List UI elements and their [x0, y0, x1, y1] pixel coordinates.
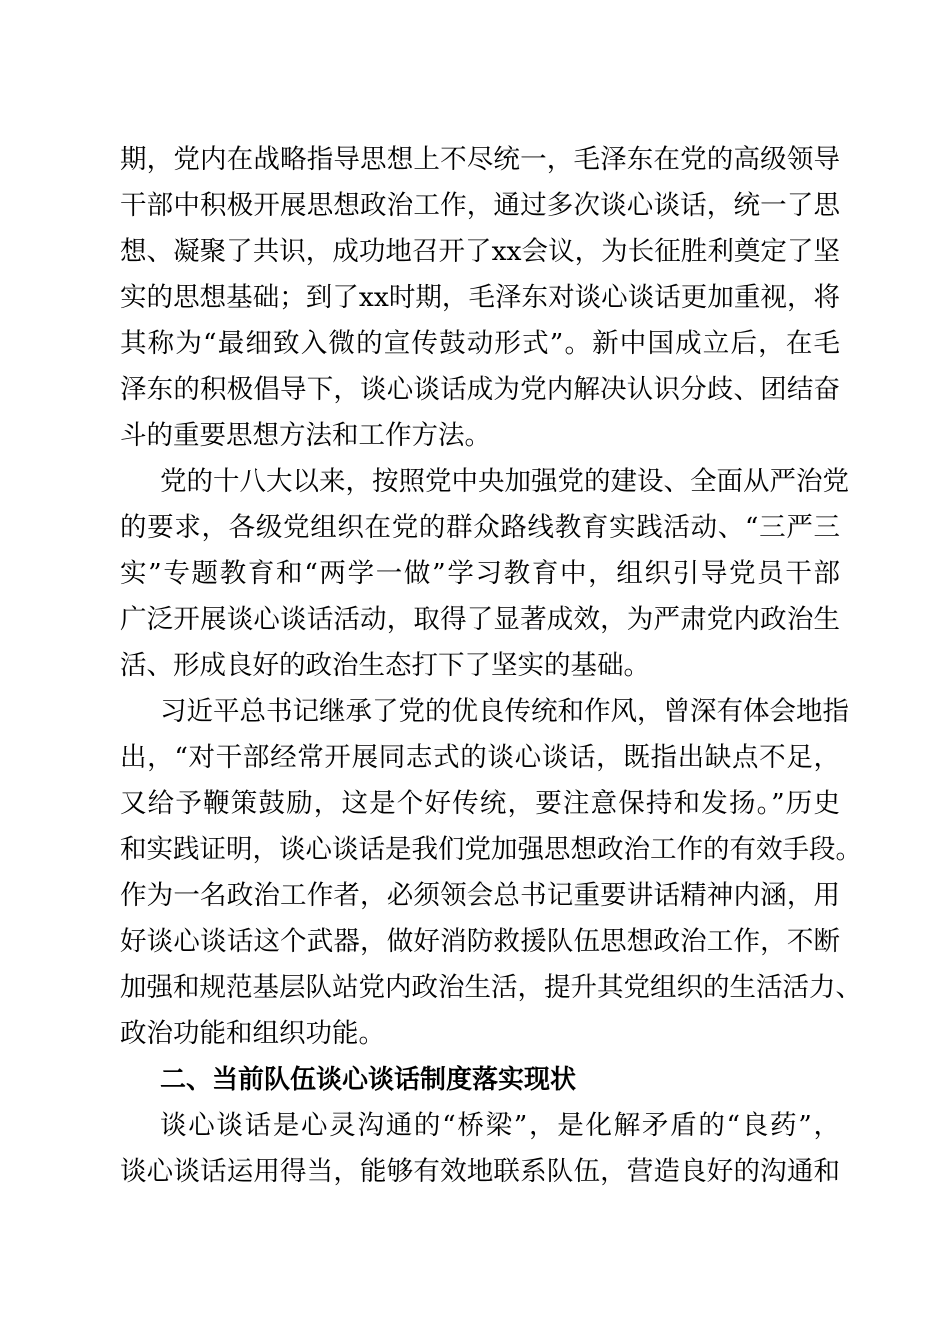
text-line: 实”专题教育和“两学一做”学习教育中，组织引导党员干部: [120, 558, 840, 589]
text-line: 党的十八大以来，按照党中央加强党的建设、全面从严治党: [160, 466, 849, 497]
text-line: 好谈心谈话这个武器，做好消防救援队伍思想政治工作，不断: [120, 926, 840, 957]
text-line: 干部中积极开展思想政治工作，通过多次谈心谈话，统一了思: [120, 190, 840, 221]
text-line: 政治功能和组织功能。: [120, 1018, 385, 1049]
text-line: 作为一名政治工作者，必须领会总书记重要讲话精神内涵，用: [120, 880, 840, 911]
text-line: 想、凝聚了共识，成功地召开了xx会议，为长征胜利奠定了坚: [120, 236, 840, 267]
text-line: 活、形成良好的政治生态打下了坚实的基础。: [120, 650, 650, 681]
text-line: 又给予鞭策鼓励，这是个好传统，要注意保持和发扬。”历史: [120, 788, 840, 819]
text-line: 加强和规范基层队站党内政治生活，提升其党组织的生活活力、: [120, 972, 862, 1003]
text-line: 其称为“最细致入微的宣传鼓动形式”。新中国成立后，在毛: [120, 328, 840, 359]
text-line: 习近平总书记继承了党的优良传统和作风，曾深有体会地指: [160, 696, 849, 727]
text-line: 期，党内在战略指导思想上不尽统一，毛泽东在党的高级领导: [120, 144, 840, 175]
text-line: 广泛开展谈心谈话活动，取得了显著成效，为严肃党内政治生: [120, 604, 840, 635]
section-heading: 二、当前队伍谈心谈话制度落实现状: [160, 1065, 577, 1095]
text-line: 斗的重要思想方法和工作方法。: [120, 420, 491, 451]
text-line: 谈心谈话是心灵沟通的“桥梁”，是化解矛盾的“良药”，: [160, 1110, 840, 1141]
text-line: 谈心谈话运用得当，能够有效地联系队伍，营造良好的沟通和: [120, 1156, 840, 1187]
text-line: 和实践证明，谈心谈话是我们党加强思想政治工作的有效手段。: [120, 834, 862, 865]
text-line: 泽东的积极倡导下，谈心谈话成为党内解决认识分歧、团结奋: [120, 374, 840, 405]
text-line: 出，“对干部经常开展同志式的谈心谈话，既指出缺点不足，: [120, 742, 840, 773]
text-line: 实的思想基础；到了xx时期，毛泽东对谈心谈话更加重视，将: [120, 282, 840, 313]
text-line: 的要求，各级党组织在党的群众路线教育实践活动、“三严三: [120, 512, 840, 543]
